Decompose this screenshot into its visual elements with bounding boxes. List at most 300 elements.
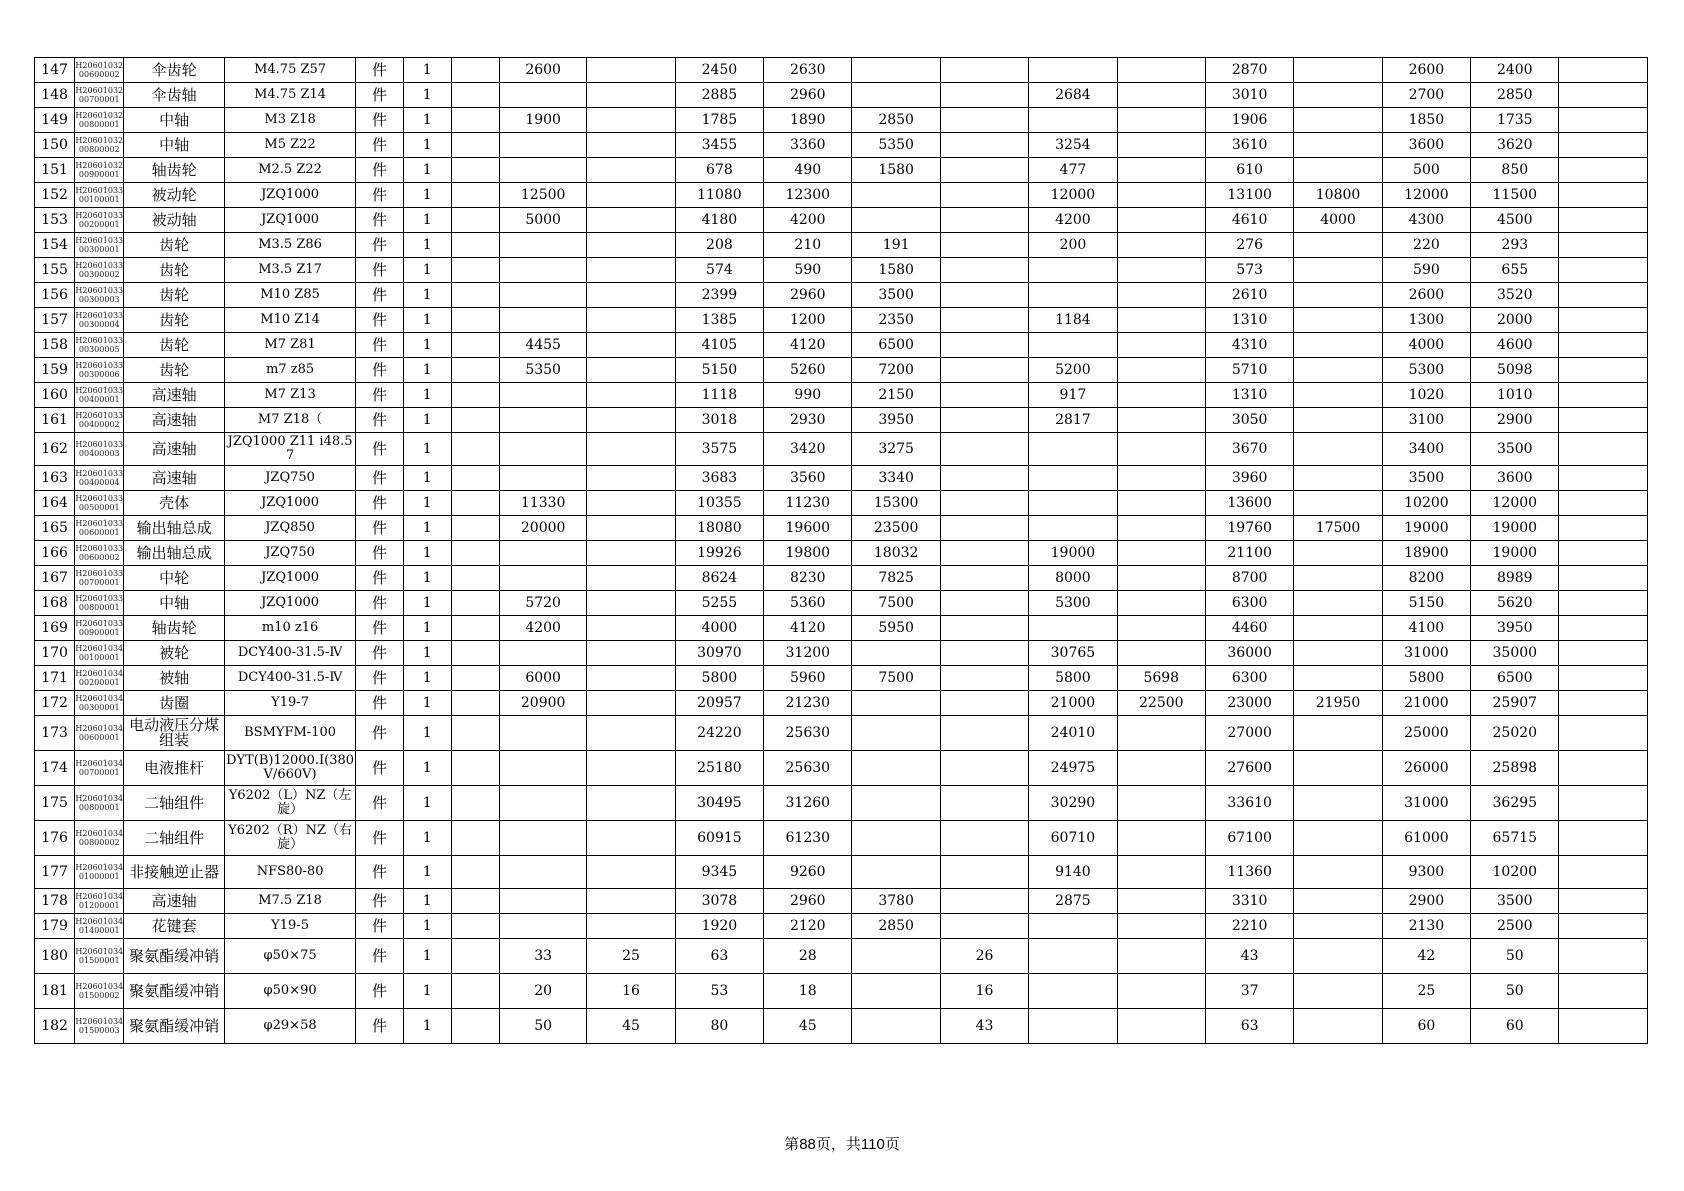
- price-cell: 42: [1382, 939, 1470, 974]
- price-cell: [451, 491, 499, 516]
- item-name-cell: 齿轮: [124, 333, 224, 358]
- price-cell: [499, 233, 586, 258]
- price-cell: [1559, 466, 1648, 491]
- price-cell: 4310: [1205, 333, 1293, 358]
- price-cell: 22500: [1117, 691, 1205, 716]
- price-cell: [1029, 974, 1117, 1009]
- price-cell: [1029, 283, 1117, 308]
- price-cell: 24975: [1029, 751, 1117, 786]
- price-cell: [587, 691, 675, 716]
- quantity-cell: 1: [403, 751, 451, 786]
- item-name-cell: 二轴组件: [124, 821, 224, 856]
- item-name-cell: 高速轴: [124, 466, 224, 491]
- material-code-cell: H2060103300700001: [75, 566, 124, 591]
- material-code-cell: H2060103200800001: [75, 108, 124, 133]
- material-code-cell: H2060103401500003: [75, 1009, 124, 1044]
- price-cell: [852, 751, 940, 786]
- price-cell: 5950: [852, 616, 940, 641]
- price-cell: [1559, 856, 1648, 889]
- price-cell: 191: [852, 233, 940, 258]
- price-cell: 9345: [675, 856, 763, 889]
- price-cell: [940, 691, 1028, 716]
- price-cell: 5300: [1382, 358, 1470, 383]
- price-cell: 21230: [764, 691, 852, 716]
- unit-cell: 件: [356, 821, 403, 856]
- price-cell: [940, 541, 1028, 566]
- price-cell: [852, 208, 940, 233]
- price-cell: [587, 183, 675, 208]
- table-row: [35, 856, 1648, 889]
- price-cell: [587, 208, 675, 233]
- price-cell: [1559, 541, 1648, 566]
- price-cell: [451, 208, 499, 233]
- quantity-cell: 1: [403, 108, 451, 133]
- table-row: [35, 591, 1648, 616]
- price-cell: [499, 83, 586, 108]
- price-cell: 13600: [1205, 491, 1293, 516]
- price-cell: [1117, 308, 1205, 333]
- row-index-cell: 148: [35, 83, 75, 108]
- item-name-cell: 聚氨酯缓冲销: [124, 974, 224, 1009]
- price-cell: 1310: [1205, 383, 1293, 408]
- price-cell: [1294, 1009, 1382, 1044]
- price-cell: 25180: [675, 751, 763, 786]
- quantity-cell: 1: [403, 491, 451, 516]
- price-cell: 65715: [1471, 821, 1559, 856]
- price-cell: 50: [1471, 939, 1559, 974]
- quantity-cell: 1: [403, 183, 451, 208]
- table-row: [35, 666, 1648, 691]
- price-cell: 5350: [852, 133, 940, 158]
- price-cell: 5255: [675, 591, 763, 616]
- price-cell: [940, 641, 1028, 666]
- quantity-cell: 1: [403, 383, 451, 408]
- price-cell: 1184: [1029, 308, 1117, 333]
- price-cell: [451, 408, 499, 433]
- material-code-cell: H2060103401500002: [75, 974, 124, 1009]
- spec-cell: JZQ1000 Z11 i48.57: [224, 433, 356, 466]
- price-cell: [1294, 856, 1382, 889]
- price-cell: [1559, 208, 1648, 233]
- price-cell: 3078: [675, 889, 763, 914]
- spec-cell: JZQ750: [224, 466, 356, 491]
- table-row: [35, 1009, 1648, 1044]
- price-cell: [1117, 383, 1205, 408]
- table-row: [35, 716, 1648, 751]
- price-cell: 13100: [1205, 183, 1293, 208]
- price-cell: 2120: [764, 914, 852, 939]
- price-cell: [1029, 108, 1117, 133]
- unit-cell: 件: [356, 591, 403, 616]
- price-cell: 12000: [1029, 183, 1117, 208]
- item-name-cell: 二轴组件: [124, 786, 224, 821]
- price-cell: [1029, 466, 1117, 491]
- price-cell: [940, 666, 1028, 691]
- price-cell: 4100: [1382, 616, 1470, 641]
- quantity-cell: 1: [403, 358, 451, 383]
- quantity-cell: 1: [403, 258, 451, 283]
- price-cell: [940, 616, 1028, 641]
- spec-cell: M10 Z85: [224, 283, 356, 308]
- material-code-cell: H2060103300400001: [75, 383, 124, 408]
- price-cell: [1294, 308, 1382, 333]
- price-cell: 25630: [764, 751, 852, 786]
- price-cell: 2960: [764, 283, 852, 308]
- price-cell: [940, 786, 1028, 821]
- item-name-cell: 伞齿轴: [124, 83, 224, 108]
- spec-cell: M7.5 Z18: [224, 889, 356, 914]
- price-cell: [451, 666, 499, 691]
- price-cell: 25898: [1471, 751, 1559, 786]
- spec-cell: JZQ850: [224, 516, 356, 541]
- price-cell: [1117, 83, 1205, 108]
- price-cell: 3455: [675, 133, 763, 158]
- quantity-cell: 1: [403, 616, 451, 641]
- price-cell: [940, 716, 1028, 751]
- price-cell: 3620: [1471, 133, 1559, 158]
- price-cell: 500: [1382, 158, 1470, 183]
- price-cell: 18: [764, 974, 852, 1009]
- price-cell: [1294, 408, 1382, 433]
- row-index-cell: 152: [35, 183, 75, 208]
- price-cell: [451, 889, 499, 914]
- price-cell: 590: [1382, 258, 1470, 283]
- price-cell: 4200: [499, 616, 586, 641]
- price-cell: [1029, 433, 1117, 466]
- price-cell: 23500: [852, 516, 940, 541]
- price-cell: [1559, 333, 1648, 358]
- table-row: [35, 58, 1648, 83]
- table-row: [35, 208, 1648, 233]
- material-code-cell: H2060103300300002: [75, 258, 124, 283]
- spec-cell: DCY400-31.5-Ⅳ: [224, 641, 356, 666]
- price-cell: [587, 491, 675, 516]
- price-cell: [451, 541, 499, 566]
- material-code-cell: H2060103300500001: [75, 491, 124, 516]
- price-cell: 200: [1029, 233, 1117, 258]
- price-cell: [451, 133, 499, 158]
- item-name-cell: 聚氨酯缓冲销: [124, 939, 224, 974]
- price-cell: 1920: [675, 914, 763, 939]
- price-cell: 50: [1471, 974, 1559, 1009]
- price-cell: 3683: [675, 466, 763, 491]
- price-cell: 1020: [1382, 383, 1470, 408]
- spec-cell: M2.5 Z22: [224, 158, 356, 183]
- material-code-cell: H2060103300400004: [75, 466, 124, 491]
- quantity-cell: 1: [403, 914, 451, 939]
- price-cell: [451, 914, 499, 939]
- price-cell: [451, 308, 499, 333]
- material-code-cell: H2060103200700001: [75, 83, 124, 108]
- price-cell: [940, 233, 1028, 258]
- row-index-cell: 160: [35, 383, 75, 408]
- price-cell: 61230: [764, 821, 852, 856]
- price-cell: [1029, 516, 1117, 541]
- price-cell: 3780: [852, 889, 940, 914]
- table-row: [35, 939, 1648, 974]
- price-cell: [1117, 133, 1205, 158]
- price-cell: [1294, 566, 1382, 591]
- unit-cell: 件: [356, 158, 403, 183]
- price-cell: [1559, 1009, 1648, 1044]
- price-cell: [1117, 466, 1205, 491]
- price-cell: [451, 283, 499, 308]
- table-row: [35, 383, 1648, 408]
- price-cell: 2399: [675, 283, 763, 308]
- price-cell: 25: [587, 939, 675, 974]
- price-cell: [1029, 333, 1117, 358]
- price-cell: [1029, 58, 1117, 83]
- quantity-cell: 1: [403, 283, 451, 308]
- price-cell: [1559, 283, 1648, 308]
- price-cell: 9260: [764, 856, 852, 889]
- unit-cell: 件: [356, 408, 403, 433]
- price-table: [34, 57, 1648, 1044]
- material-code-cell: H2060103300400003: [75, 433, 124, 466]
- spec-cell: M7 Z81: [224, 333, 356, 358]
- price-cell: [1117, 641, 1205, 666]
- price-cell: 19000: [1382, 516, 1470, 541]
- price-cell: 4120: [764, 333, 852, 358]
- price-cell: [1117, 158, 1205, 183]
- table-row: [35, 616, 1648, 641]
- price-cell: 43: [940, 1009, 1028, 1044]
- price-cell: 27000: [1205, 716, 1293, 751]
- row-index-cell: 147: [35, 58, 75, 83]
- item-name-cell: 齿轮: [124, 308, 224, 333]
- price-cell: [1559, 108, 1648, 133]
- unit-cell: 件: [356, 974, 403, 1009]
- price-cell: [1559, 358, 1648, 383]
- price-cell: [587, 58, 675, 83]
- material-code-cell: H2060103400800002: [75, 821, 124, 856]
- item-name-cell: 伞齿轮: [124, 58, 224, 83]
- price-cell: [587, 566, 675, 591]
- price-cell: [940, 516, 1028, 541]
- price-cell: 4180: [675, 208, 763, 233]
- price-cell: [1294, 889, 1382, 914]
- price-cell: [1029, 491, 1117, 516]
- price-cell: [1117, 786, 1205, 821]
- spec-cell: JZQ1000: [224, 566, 356, 591]
- price-cell: [1559, 566, 1648, 591]
- item-name-cell: 花键套: [124, 914, 224, 939]
- price-cell: [587, 308, 675, 333]
- price-cell: [1117, 566, 1205, 591]
- price-cell: [587, 233, 675, 258]
- price-cell: 12000: [1471, 491, 1559, 516]
- price-cell: [1294, 716, 1382, 751]
- price-cell: 31000: [1382, 641, 1470, 666]
- price-cell: [1294, 83, 1382, 108]
- price-cell: [587, 641, 675, 666]
- price-cell: [1559, 751, 1648, 786]
- price-cell: 6300: [1205, 666, 1293, 691]
- price-cell: 2600: [1382, 58, 1470, 83]
- item-name-cell: 齿轮: [124, 233, 224, 258]
- item-name-cell: 轴齿轮: [124, 158, 224, 183]
- current-page-number: 88: [799, 1136, 816, 1153]
- spec-cell: M5 Z22: [224, 133, 356, 158]
- unit-cell: 件: [356, 691, 403, 716]
- price-cell: 12300: [764, 183, 852, 208]
- price-cell: 2700: [1382, 83, 1470, 108]
- row-index-cell: 153: [35, 208, 75, 233]
- price-cell: 4000: [1294, 208, 1382, 233]
- row-index-cell: 175: [35, 786, 75, 821]
- price-cell: 5720: [499, 591, 586, 616]
- item-name-cell: 被轴: [124, 666, 224, 691]
- unit-cell: 件: [356, 856, 403, 889]
- price-cell: [451, 158, 499, 183]
- row-index-cell: 172: [35, 691, 75, 716]
- unit-cell: 件: [356, 58, 403, 83]
- price-cell: [451, 433, 499, 466]
- item-name-cell: 被动轮: [124, 183, 224, 208]
- material-code-cell: H2060103401400001: [75, 914, 124, 939]
- price-cell: [940, 333, 1028, 358]
- price-cell: [940, 208, 1028, 233]
- material-code-cell: H2060103401200001: [75, 889, 124, 914]
- price-cell: [1117, 856, 1205, 889]
- row-index-cell: 157: [35, 308, 75, 333]
- price-cell: [1294, 939, 1382, 974]
- price-cell: [1294, 974, 1382, 1009]
- quantity-cell: 1: [403, 133, 451, 158]
- unit-cell: 件: [356, 233, 403, 258]
- price-cell: [1559, 408, 1648, 433]
- price-cell: 678: [675, 158, 763, 183]
- price-cell: [1029, 914, 1117, 939]
- price-cell: 4460: [1205, 616, 1293, 641]
- quantity-cell: 1: [403, 716, 451, 751]
- price-cell: [1294, 616, 1382, 641]
- price-cell: [940, 258, 1028, 283]
- table-row: [35, 158, 1648, 183]
- price-cell: [451, 108, 499, 133]
- price-cell: 36000: [1205, 641, 1293, 666]
- price-cell: 25907: [1471, 691, 1559, 716]
- spec-cell: DYT(B)12000.I(380V/660V): [224, 751, 356, 786]
- price-cell: 60: [1382, 1009, 1470, 1044]
- price-cell: 16: [940, 974, 1028, 1009]
- spec-cell: M7 Z13: [224, 383, 356, 408]
- item-name-cell: 高速轴: [124, 889, 224, 914]
- price-cell: [1559, 591, 1648, 616]
- price-cell: 9300: [1382, 856, 1470, 889]
- quantity-cell: 1: [403, 1009, 451, 1044]
- price-cell: 276: [1205, 233, 1293, 258]
- item-name-cell: 高速轴: [124, 383, 224, 408]
- price-cell: 2875: [1029, 889, 1117, 914]
- spec-cell: M4.75 Z14: [224, 83, 356, 108]
- price-cell: [1559, 786, 1648, 821]
- price-cell: [1117, 591, 1205, 616]
- price-cell: [587, 358, 675, 383]
- price-cell: 19600: [764, 516, 852, 541]
- unit-cell: 件: [356, 516, 403, 541]
- price-cell: 25000: [1382, 716, 1470, 751]
- price-cell: [940, 591, 1028, 616]
- table-row: [35, 641, 1648, 666]
- price-cell: 610: [1205, 158, 1293, 183]
- price-cell: [451, 83, 499, 108]
- table-row: [35, 751, 1648, 786]
- page-footer: [0, 1133, 1684, 1154]
- unit-cell: 件: [356, 333, 403, 358]
- price-cell: 2930: [764, 408, 852, 433]
- price-cell: [1117, 914, 1205, 939]
- price-cell: [940, 308, 1028, 333]
- price-cell: [1029, 258, 1117, 283]
- material-code-cell: H2060103300600001: [75, 516, 124, 541]
- price-cell: [1559, 133, 1648, 158]
- price-cell: [852, 83, 940, 108]
- price-cell: [1559, 914, 1648, 939]
- price-cell: [499, 258, 586, 283]
- price-cell: [451, 786, 499, 821]
- price-cell: [1117, 358, 1205, 383]
- price-cell: 4000: [1382, 333, 1470, 358]
- price-cell: [940, 58, 1028, 83]
- price-cell: 30495: [675, 786, 763, 821]
- price-cell: 5150: [1382, 591, 1470, 616]
- price-cell: 33: [499, 939, 586, 974]
- price-cell: 63: [675, 939, 763, 974]
- price-cell: 11080: [675, 183, 763, 208]
- price-cell: [1294, 666, 1382, 691]
- price-cell: [499, 408, 586, 433]
- material-code-cell: H2060103400100001: [75, 641, 124, 666]
- price-cell: [451, 716, 499, 751]
- quantity-cell: 1: [403, 233, 451, 258]
- price-cell: [852, 691, 940, 716]
- price-cell: [1117, 408, 1205, 433]
- price-cell: 3018: [675, 408, 763, 433]
- price-cell: 28: [764, 939, 852, 974]
- price-cell: 210: [764, 233, 852, 258]
- price-cell: [852, 58, 940, 83]
- unit-cell: 件: [356, 751, 403, 786]
- table-row: [35, 108, 1648, 133]
- price-cell: 2817: [1029, 408, 1117, 433]
- item-name-cell: 聚氨酯缓冲销: [124, 1009, 224, 1044]
- row-index-cell: 179: [35, 914, 75, 939]
- price-cell: [1559, 233, 1648, 258]
- unit-cell: 件: [356, 1009, 403, 1044]
- price-cell: [1117, 974, 1205, 1009]
- price-cell: 1735: [1471, 108, 1559, 133]
- price-cell: [1294, 433, 1382, 466]
- price-cell: 12000: [1382, 183, 1470, 208]
- row-index-cell: 180: [35, 939, 75, 974]
- price-cell: 36295: [1471, 786, 1559, 821]
- price-cell: 2885: [675, 83, 763, 108]
- price-cell: 3950: [852, 408, 940, 433]
- row-index-cell: 181: [35, 974, 75, 1009]
- material-code-cell: H2060103200900001: [75, 158, 124, 183]
- price-cell: [1559, 974, 1648, 1009]
- spec-cell: Y19-7: [224, 691, 356, 716]
- price-cell: 35000: [1471, 641, 1559, 666]
- price-cell: 80: [675, 1009, 763, 1044]
- spec-cell: JZQ1000: [224, 183, 356, 208]
- price-cell: [852, 716, 940, 751]
- price-cell: [1294, 233, 1382, 258]
- price-cell: 3600: [1382, 133, 1470, 158]
- price-cell: [499, 133, 586, 158]
- spec-cell: φ50×90: [224, 974, 356, 1009]
